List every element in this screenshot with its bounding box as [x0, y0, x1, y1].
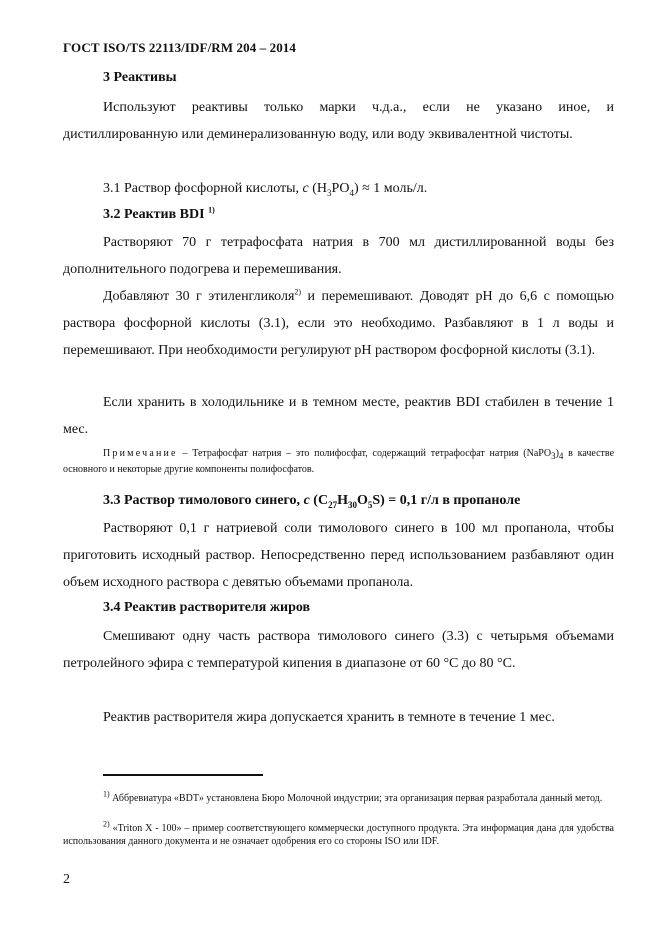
fat-solvent-paragraph-2: Реактив растворителя жира допускается хранить в темноте в течение 1 мес. — [103, 710, 555, 725]
fat-solvent-paragraph-1: Смешивают одну часть раствора тимолового синего (3.3) с четырьмя объемами петролейного эфира с температурой кипения в диапазоне от 60 °С до 80 °С. — [63, 629, 614, 671]
subsection-3-2-title: 3.2 Реактив BDI $^{1)}$ — [103, 205, 215, 222]
bdi-paragraph-2: Добавляют 30 г этиленгликоля$^{2)}$ и перемешивают. Доводят pH до 6,6 с помощью раствора фосфорной кислоты (3.1), если это необходимо. Разбавляют в 1 л воды и перемешивают. При необходимости регулируют pH раствором фосфорной кислоты (3.1). — [63, 287, 614, 358]
intro-paragraph: Используют реактивы только марки ч.д.а., если не указано иное, и дистиллированную или деминерализованную воду, или воду эквивалентной чистоты. — [63, 100, 614, 142]
subsection-3-4-title: 3.4 Реактив растворителя жиров — [103, 600, 311, 615]
note-paragraph: Примечание – Тетрафосфат натрия – это полифосфат, содержащий тетрафосфат натрия $(NaPO_3)_4$ в качестве основного и некоторые другие компоненты полифосфатов. — [63, 448, 615, 475]
document-header: ГОСТ ISO/TS 22113/IDF/RM 204 – 2014 — [63, 40, 296, 55]
footnote-2: $^{2)}$ «Triton X - 100» – пример соответствующего коммерчески доступного продукта. Эта информация дана для удобства использования данного документа и не означает одобрения его со стороны ISO или IDF. — [63, 819, 614, 847]
section-title: 3 Реактивы — [103, 70, 177, 85]
thymol-paragraph: Растворяют 0,1 г натриевой соли тимолового синего в 100 мл пропанола, чтобы приготовить исходный раствор. Непосредственно перед использованием разбавляют один объем исходного раствора с девятью объемами пропанола. — [63, 521, 614, 590]
footnote-separator — [103, 774, 263, 776]
bdi-paragraph-1: Растворяют 70 г тетрафосфата натрия в 700 мл дистиллированной воды без дополнительного подогрева и перемешивания. — [63, 235, 614, 277]
footnote-1: $^{1)}$ Аббревиатура «BDT» установлена Бюро Молочной индустрии; эта организация первая разработала данный метод. — [103, 789, 603, 804]
page-number: 2 — [63, 872, 70, 887]
subsection-3-1: 3.1 Раствор фосфорной кислоты, c $(H_3PO_4) \approx 1$ моль/л. — [103, 181, 428, 198]
bdi-paragraph-3: Если хранить в холодильнике и в темном месте, реактив BDI стабилен в течение 1 мес. — [63, 395, 614, 437]
subsection-3-3-title: 3.3 Раствор тимолового синего, c $(C_{27}H_{30}O_5S) = 0,1$ г/л в пропаноле — [103, 493, 521, 510]
